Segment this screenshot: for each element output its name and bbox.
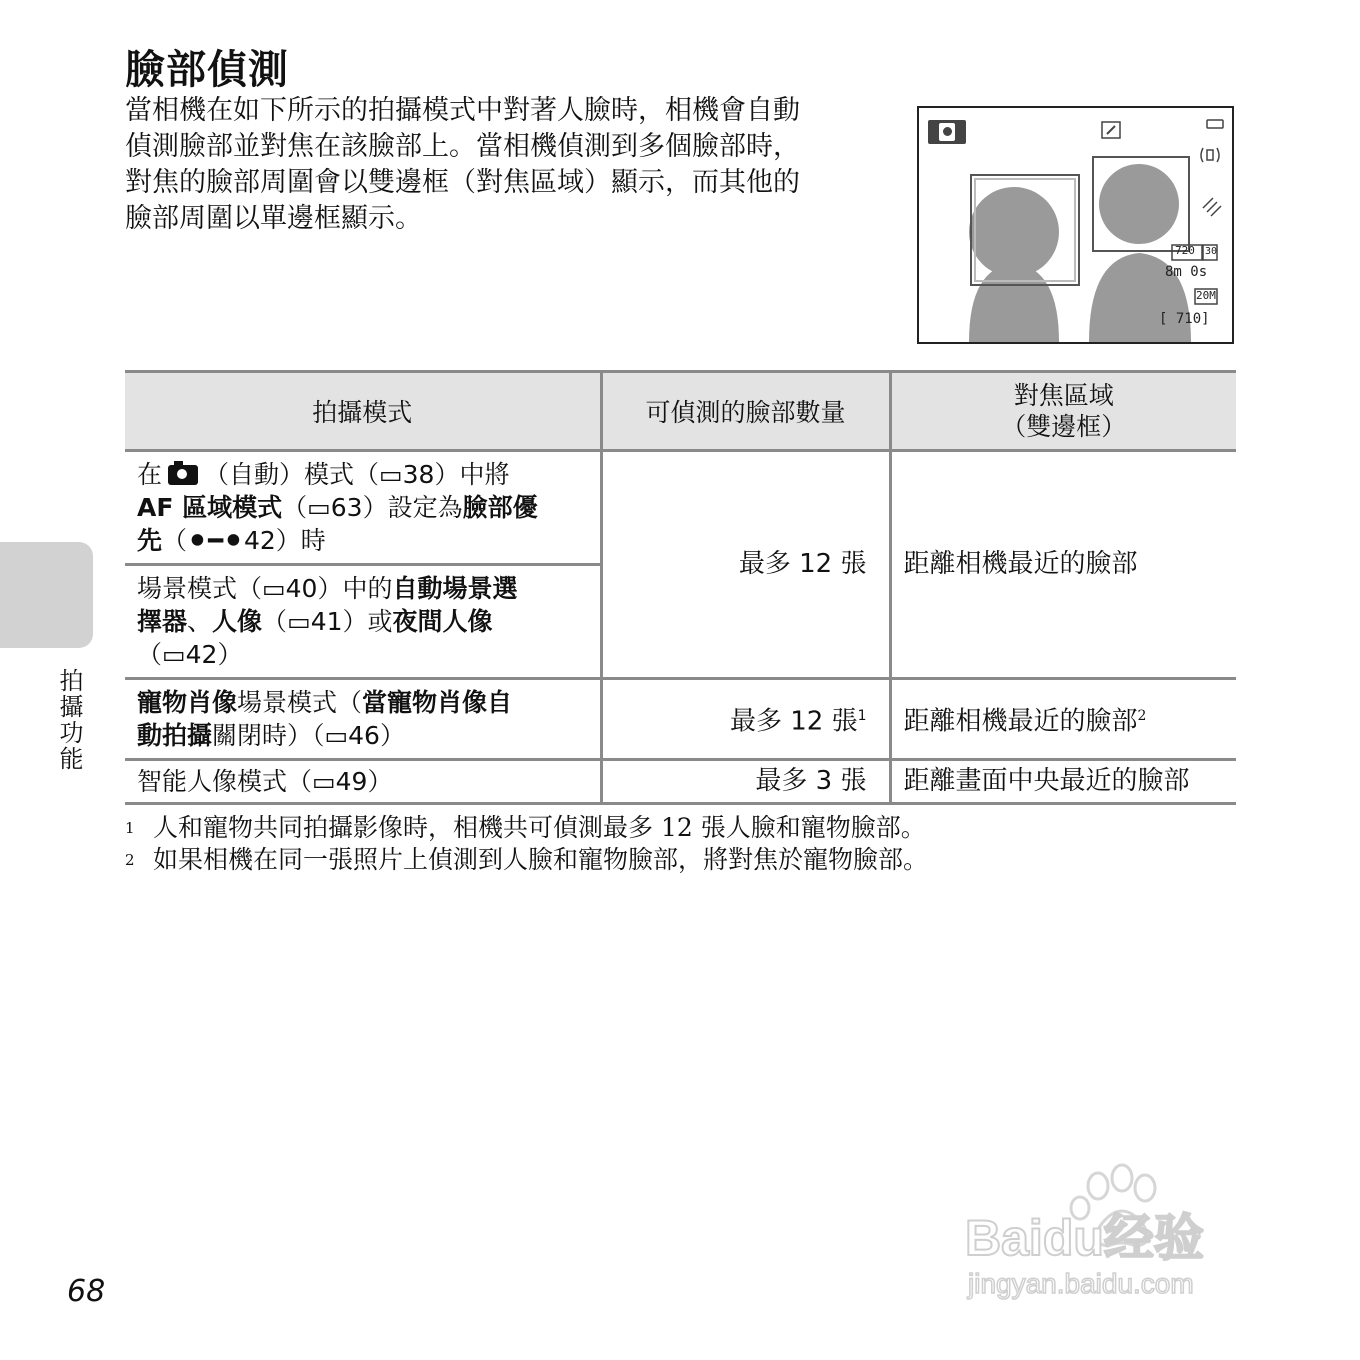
mode-cell-scene: 場景模式（▭40）中的自動場景選 擇器、人像（▭41）或夜間人像 （▭42） xyxy=(125,565,601,679)
section-tab xyxy=(0,542,93,648)
header-shooting-mode: 拍攝模式 xyxy=(125,372,601,451)
motion-detection-icon xyxy=(1203,198,1221,216)
shots-remaining: [ 710] xyxy=(1159,311,1210,327)
page-number: 68 xyxy=(67,1274,106,1309)
auto-mode-camera-icon xyxy=(168,465,198,485)
mode-cell-pet: 寵物肖像場景模式（當寵物肖像自 動拍攝關閉時）（▭46） xyxy=(125,679,601,760)
intro-line: 臉部周圍以單邊框顯示。 xyxy=(125,203,422,234)
face-detection-table xyxy=(125,370,1236,805)
count-cell: 最多 3 張 xyxy=(601,760,890,804)
intro-line: 對焦的臉部周圍會以雙邊框（對焦區域）顯示，而其他的 xyxy=(125,167,800,198)
footnotes xyxy=(125,812,928,876)
focus-cell: 距離畫面中央最近的臉部 xyxy=(890,760,1236,804)
count-cell: 最多 12 張 xyxy=(601,451,890,679)
movie-resolution: 720 xyxy=(1175,244,1195,257)
book-ref-icon: ▭ xyxy=(262,574,286,603)
book-ref-icon: ▭ xyxy=(162,640,186,669)
book-ref-icon: ▭ xyxy=(287,607,311,636)
book-ref-icon: ▭ xyxy=(379,460,403,489)
vibration-reduction-icon xyxy=(1201,148,1219,162)
section-label: 拍攝功能 xyxy=(55,668,83,772)
table-row xyxy=(125,451,1236,565)
reference-section-icon: ⚫━⚫ xyxy=(187,526,244,555)
table-header-row xyxy=(125,372,1236,451)
table-row xyxy=(125,679,1236,760)
watermark-brand-b: du xyxy=(1042,1210,1104,1266)
count-cell: 最多 12 張$^1$ xyxy=(601,679,890,760)
header-focus-area-line2: （雙邊框） xyxy=(1001,412,1127,441)
baidu-watermark xyxy=(960,1156,1290,1306)
focus-cell: 距離相機最近的臉部 xyxy=(890,451,1236,679)
header-focus-area xyxy=(890,372,1236,451)
time-remaining: 8m 0s xyxy=(1165,264,1208,280)
intro-line: 當相機在如下所示的拍攝模式中對著人臉時，相機會自動 xyxy=(125,95,800,126)
header-focus-area-line1: 對焦區域 xyxy=(1013,381,1114,410)
page-title: 臉部偵測 xyxy=(125,47,289,93)
movie-fps: 30 xyxy=(1205,246,1218,257)
book-ref-icon: ▭ xyxy=(307,493,331,522)
watermark-url: jingyan.baidu.com xyxy=(968,1268,1194,1299)
footnote: $^1$ 人和寵物共同拍攝影像時，相機共可偵測最多 12 張人臉和寵物臉部。 xyxy=(125,813,926,842)
mode-cell-smart-portrait: 智能人像模式（▭49） xyxy=(125,760,601,804)
intro-paragraph xyxy=(125,93,885,237)
camera-monitor-illustration xyxy=(917,106,1234,344)
header-face-count: 可偵測的臉部數量 xyxy=(601,372,890,451)
camera-mode-icon xyxy=(928,120,966,144)
touch-shot-icon xyxy=(1102,122,1120,138)
book-ref-icon: ▭ xyxy=(324,721,349,750)
intro-line: 偵測臉部並對焦在該臉部上。當相機偵測到多個臉部時， xyxy=(125,131,800,162)
focus-cell: 距離相機最近的臉部$^2$ xyxy=(890,679,1236,760)
watermark-brand-c: 经验 xyxy=(1103,1210,1204,1266)
person-left xyxy=(969,187,1059,342)
book-ref-icon: ▭ xyxy=(312,767,336,796)
watermark-brand-a: Bai xyxy=(965,1210,1043,1266)
footnote: $^2$ 如果相機在同一張照片上偵測到人臉和寵物臉部，將對焦於寵物臉部。 xyxy=(125,845,929,874)
image-size: 20M xyxy=(1196,289,1216,302)
battery-icon xyxy=(1207,120,1223,128)
mode-cell-auto: 在 （自動）模式（▭38）中將 AF 區域模式（▭63）設定為臉部優 先（⚫━⚫42）時 xyxy=(125,451,601,565)
table-row xyxy=(125,760,1236,804)
